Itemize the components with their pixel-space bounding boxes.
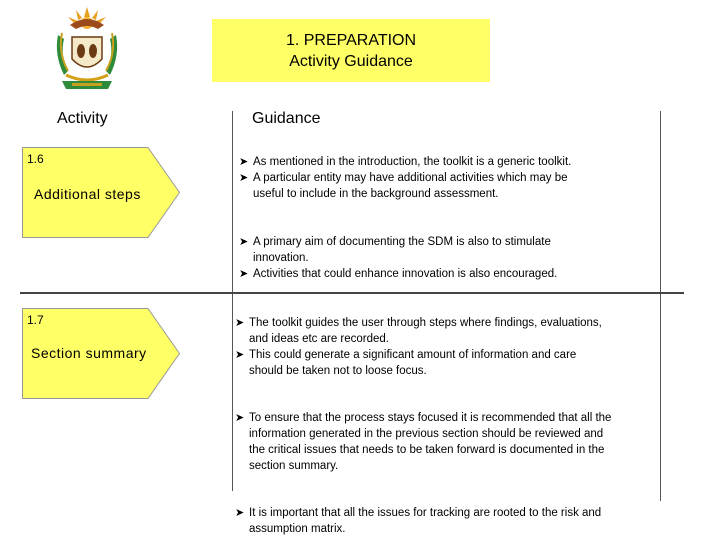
guidance-bullet: ➤ As mentioned in the introduction, the toolkit is a generic toolkit. xyxy=(239,156,572,168)
section-title: 1. PREPARATION xyxy=(285,31,417,49)
step-title-1-7: Section summary xyxy=(31,345,147,361)
title-banner xyxy=(212,19,490,82)
step-number-1-7: 1.7 xyxy=(27,313,44,327)
guidance-group-2 xyxy=(239,234,589,282)
guidance-bullet: ➤ Activities that could enhance innovation is also encouraged. xyxy=(239,268,558,280)
guidance-bullet: ➤ This could generate a significant amount of information and care should be taken not to loose focus. xyxy=(235,349,577,377)
arrow-bullet-icon: ➤ xyxy=(235,349,245,361)
guidance-bullet: ➤ To ensure that the process stays focused it is recommended that all the information generated in the previous section should be reviewed and the critical issues that needs to be taken forward is documented in the section summary. xyxy=(235,412,612,472)
arrow-bullet-icon: ➤ xyxy=(239,172,249,184)
arrow-bullet-icon: ➤ xyxy=(239,268,249,280)
arrow-bullet-icon: ➤ xyxy=(235,412,245,424)
guidance-group-5 xyxy=(235,505,605,537)
section-subtitle: Activity Guidance xyxy=(289,52,413,70)
guidance-group-4 xyxy=(235,410,617,474)
column-divider-right xyxy=(660,111,661,501)
guidance-bullet: ➤ The toolkit guides the user through steps where findings, evaluations, and ideas etc are recorded. xyxy=(235,317,602,345)
guidance-column-header: Guidance xyxy=(252,110,321,127)
arrow-bullet-icon: ➤ xyxy=(239,236,249,248)
arrow-bullet-icon: ➤ xyxy=(235,507,245,519)
coat-of-arms-icon xyxy=(48,5,126,93)
row-divider xyxy=(20,292,684,294)
guidance-group-1 xyxy=(239,154,599,202)
guidance-bullet: ➤ A particular entity may have additional activities which may be useful to include in the background assessment. xyxy=(239,172,568,200)
step-number-1-6: 1.6 xyxy=(27,152,44,166)
arrow-bullet-icon: ➤ xyxy=(239,156,249,168)
guidance-bullet: ➤ It is important that all the issues for tracking are rooted to the risk and assumption matrix. xyxy=(235,507,602,535)
arrow-bullet-icon: ➤ xyxy=(235,317,245,329)
activity-column-header: Activity xyxy=(57,110,108,127)
guidance-group-3 xyxy=(235,315,605,379)
coat-of-arms-logo xyxy=(48,5,126,93)
column-divider-left xyxy=(232,111,233,491)
guidance-bullet: ➤ A primary aim of documenting the SDM is also to stimulate innovation. xyxy=(239,236,551,264)
step-title-1-6: Additional steps xyxy=(34,186,141,202)
